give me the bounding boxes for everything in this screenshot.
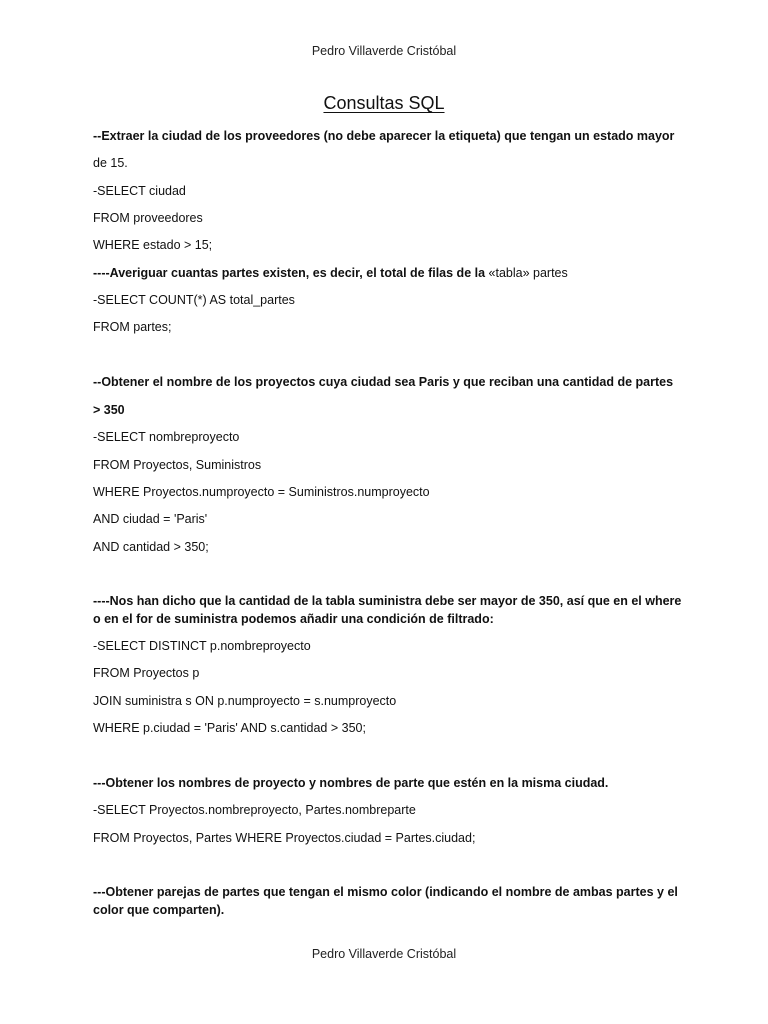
query-5-description: ---Obtener los nombres de proyecto y nombres de parte que estén en la misma ciudad.	[93, 776, 609, 790]
query-1-select: -SELECT ciudad	[93, 184, 186, 198]
query-1-from: FROM proveedores	[93, 211, 203, 225]
query-2-description-bold: ----Averiguar cuantas partes existen, es decir, el total de filas de la	[93, 266, 489, 280]
query-4-from: FROM Proyectos p	[93, 666, 200, 680]
query-4-select: -SELECT DISTINCT p.nombreproyecto	[93, 639, 311, 653]
query-4-where: WHERE p.ciudad = 'Paris' AND s.cantidad > 350;	[93, 721, 366, 735]
query-2-description-normal: «tabla» partes	[488, 266, 568, 280]
query-3-and-cantidad: AND cantidad > 350;	[93, 540, 209, 554]
query-3-where: WHERE Proyectos.numproyecto = Suministros.numproyecto	[93, 485, 430, 499]
page-footer-author: Pedro Villaverde Cristóbal	[311, 947, 457, 961]
query-3-select: -SELECT nombreproyecto	[93, 430, 240, 444]
query-1-description-cont: de 15.	[93, 156, 128, 170]
document-title: Consultas SQL	[323, 93, 445, 113]
query-2-from: FROM partes;	[93, 320, 172, 334]
query-3-description-cont: > 350	[93, 403, 125, 417]
query-4-join: JOIN suministra s ON p.numproyecto = s.numproyecto	[93, 694, 397, 708]
query-5-select: -SELECT Proyectos.nombreproyecto, Partes.nombreparte	[93, 803, 416, 817]
query-1-description: --Extraer la ciudad de los proveedores (no debe aparecer la etiqueta) que tengan un estado mayor	[93, 129, 675, 143]
page-header-author: Pedro Villaverde Cristóbal	[311, 44, 457, 58]
query-3-description: --Obtener el nombre de los proyectos cuya ciudad sea Paris y que reciban una cantidad de partes	[93, 375, 674, 389]
query-3-from: FROM Proyectos, Suministros	[93, 458, 262, 472]
query-3-and-ciudad: AND ciudad = 'Paris'	[93, 512, 208, 526]
query-6-description: ---Obtener parejas de partes que tengan el mismo color (indicando el nombre de ambas partes y el color que comparten).	[93, 885, 678, 917]
query-2-select: -SELECT COUNT(*) AS total_partes	[93, 293, 295, 307]
query-5-from: FROM Proyectos, Partes WHERE Proyectos.ciudad = Partes.ciudad;	[93, 831, 476, 845]
query-2-description	[93, 264, 693, 282]
query-4-description: ----Nos han dicho que la cantidad de la tabla suministra debe ser mayor de 350, así que en el where o en el for de suministra podemos añadir una condición de filtrado:	[93, 594, 682, 626]
query-1-where: WHERE estado > 15;	[93, 238, 213, 252]
